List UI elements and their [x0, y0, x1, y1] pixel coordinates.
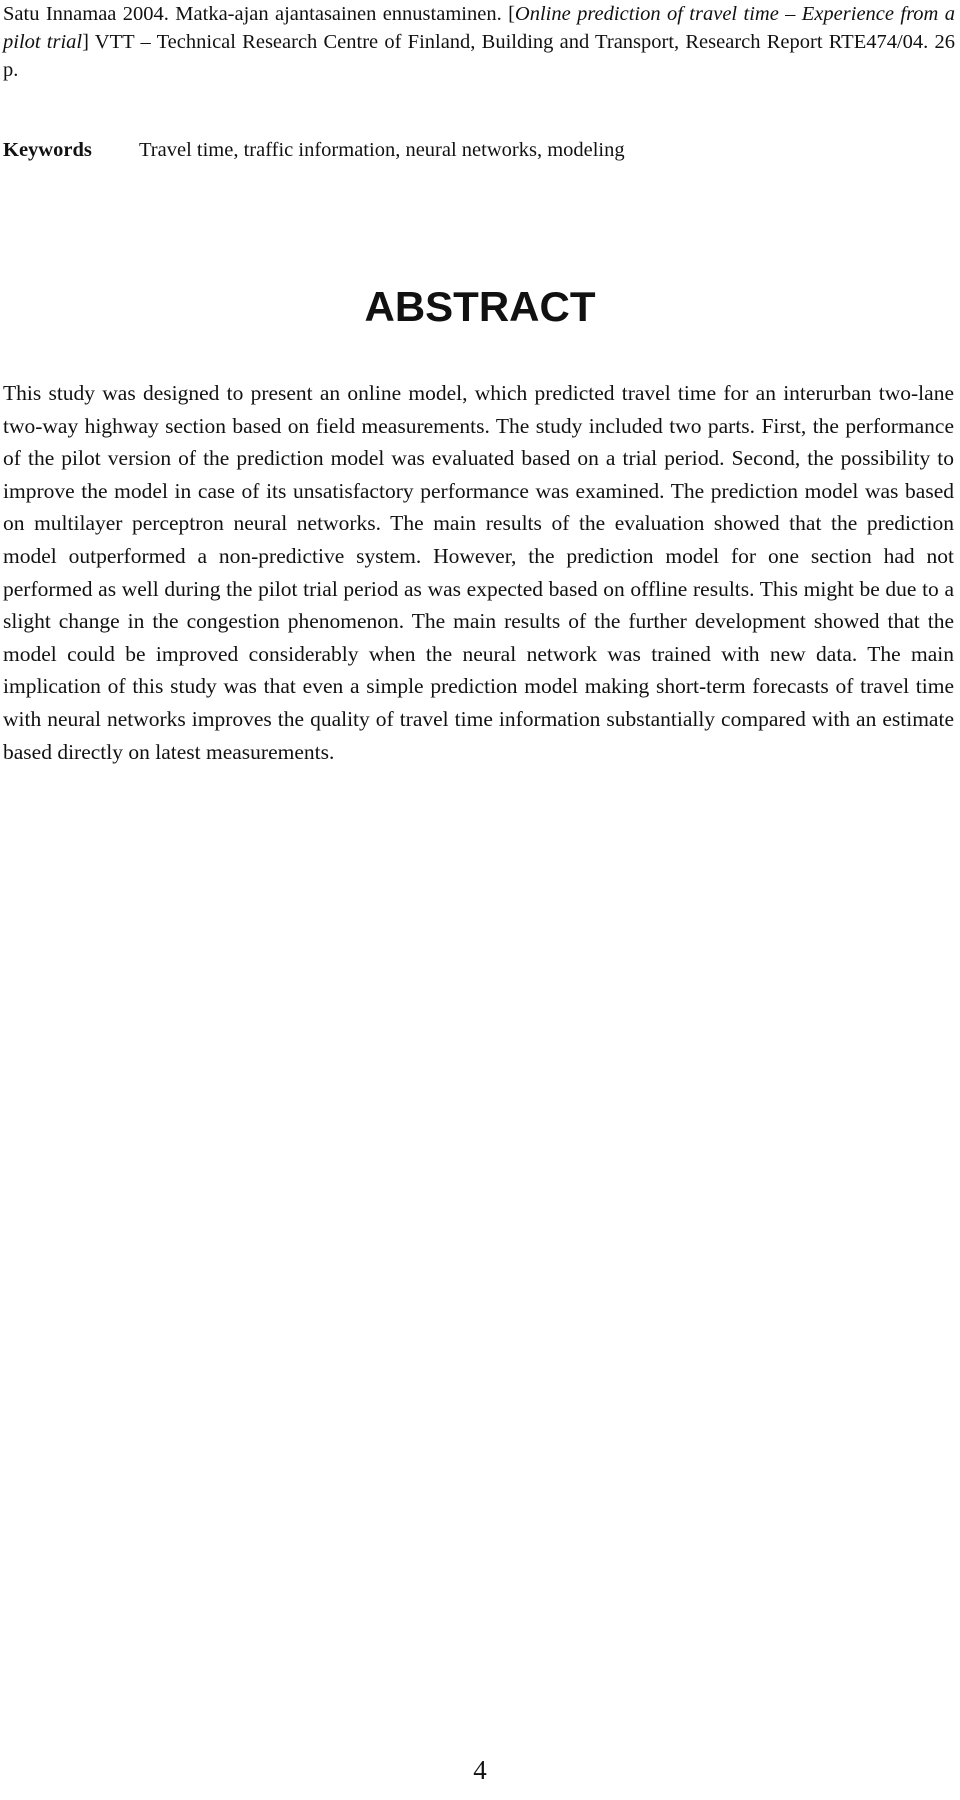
keywords-label: Keywords [3, 139, 92, 161]
citation-authors-title: Satu Innamaa 2004. Matka-ajan ajantasainen ennustaminen. [ [3, 3, 515, 25]
citation-publisher: ] VTT – Technical Research Centre of Finland, Building and Transport, Research Report RTE474/04. 26 p. [3, 31, 955, 81]
abstract-body: This study was designed to present an online model, which predicted travel time for an interurban two-lane two-way highway section based on field measurements. The study included two parts. First, the performance of the pilot version of the prediction model was evaluated based on a trial period. Second, the possibility to improve the model in case of its unsatisfactory performance was examined. The prediction model was based on multilayer perceptron neural networks. The main results of the evaluation showed that the prediction model outperformed a non-predictive system. However, the prediction model for one section had not performed as well during the pilot trial period as was expected based on offline results. This might be due to a slight change in the congestion phenomenon. The main results of the further development showed that the model could be improved considerably when the neural network was trained with new data. The main implication of this study was that even a simple prediction model making short-term forecasts of travel time with neural networks improves the quality of travel time information substantially compared with an estimate based directly on latest measurements. [3, 381, 954, 764]
page-number: 4 [473, 1755, 487, 1785]
abstract-heading: ABSTRACT [364, 283, 596, 330]
citation-english-title: Online prediction of travel time – Experience from a pilot trial [3, 3, 955, 53]
citation [3, 0, 955, 84]
keywords-value: Travel time, traffic information, neural networks, modeling [139, 139, 625, 161]
